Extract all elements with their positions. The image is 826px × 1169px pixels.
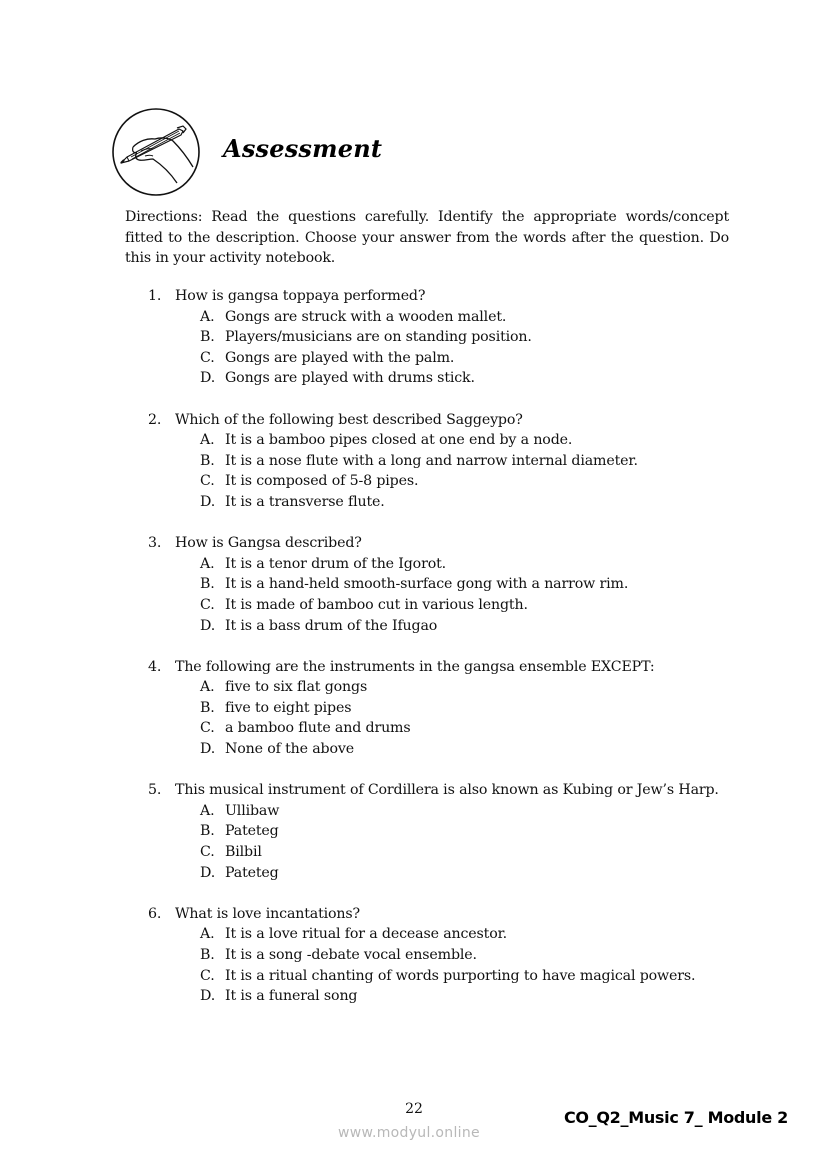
option-b	[200, 574, 730, 595]
option-a	[200, 801, 730, 822]
option-text: Pateteg	[225, 823, 279, 840]
question-5	[148, 780, 730, 883]
option-text: five to eight pipes	[225, 699, 352, 716]
option-letter: D.	[200, 741, 216, 758]
option-list	[148, 554, 730, 636]
option-d	[200, 492, 730, 513]
question-number: 3.	[148, 535, 162, 552]
hand-writing-pencil-icon	[111, 107, 201, 197]
option-letter: A.	[200, 802, 215, 819]
question-number: 6.	[148, 905, 162, 922]
question-text: Which of the following best described Saggeypo?	[175, 411, 523, 428]
option-text: Gongs are played with the palm.	[225, 349, 455, 366]
section-title: Assessment	[223, 134, 383, 163]
option-text: Players/musicians are on standing position.	[225, 329, 532, 346]
option-letter: C.	[200, 349, 215, 366]
option-a	[200, 677, 730, 698]
option-letter: A.	[200, 926, 215, 943]
option-letter: B.	[200, 823, 215, 840]
option-d	[200, 616, 730, 637]
option-letter: C.	[200, 720, 215, 737]
option-letter: B.	[200, 329, 215, 346]
option-c	[200, 348, 730, 369]
option-letter: A.	[200, 679, 215, 696]
question-text: The following are the instruments in the gangsa ensemble EXCEPT:	[175, 658, 655, 675]
question-number: 1.	[148, 288, 162, 304]
page-number: 22	[405, 1101, 423, 1117]
option-a	[200, 307, 730, 328]
option-text: It is a song -debate vocal ensemble.	[225, 947, 477, 963]
option-text: Ullibaw	[225, 802, 280, 819]
question-number: 5.	[148, 782, 162, 799]
option-letter: A.	[200, 432, 215, 449]
option-c	[200, 842, 730, 863]
option-text: It is a transverse flute.	[225, 493, 385, 510]
question-list	[148, 286, 730, 1027]
option-text: It is made of bamboo cut in various length.	[225, 596, 528, 613]
option-letter: D.	[200, 864, 216, 881]
option-letter: A.	[200, 555, 215, 572]
question-4	[148, 657, 730, 760]
option-letter: D.	[200, 988, 216, 1005]
option-text: It is composed of 5-8 pipes.	[225, 473, 419, 490]
option-d	[200, 739, 730, 760]
option-text: It is a tenor drum of the Igorot.	[225, 555, 447, 572]
option-letter: A.	[200, 308, 215, 325]
question-text: How is gangsa toppaya performed?	[175, 288, 426, 304]
option-text: It is a ritual chanting of words purporting to have magical powers.	[225, 967, 696, 984]
option-text: Pateteg	[225, 864, 279, 881]
option-b	[200, 698, 730, 719]
option-text: Gongs are struck with a wooden mallet.	[225, 308, 507, 325]
question-6	[148, 904, 730, 1007]
option-list	[148, 801, 730, 883]
option-letter: B.	[200, 947, 215, 963]
option-list	[148, 307, 730, 389]
option-text: It is a bamboo pipes closed at one end by a node.	[225, 432, 573, 449]
option-letter: C.	[200, 473, 215, 490]
option-a	[200, 924, 730, 945]
question-number: 2.	[148, 411, 162, 428]
option-b	[200, 451, 730, 472]
question-3	[148, 533, 730, 636]
option-letter: B.	[200, 576, 215, 593]
option-b	[200, 945, 730, 966]
option-text: It is a love ritual for a decease ancestor.	[225, 926, 508, 943]
option-text: five to six flat gongs	[225, 679, 368, 696]
question-text: How is Gangsa described?	[175, 535, 362, 552]
option-c	[200, 966, 730, 987]
option-a	[200, 554, 730, 575]
option-text: a bamboo flute and drums	[225, 720, 411, 737]
option-letter: B.	[200, 699, 215, 716]
option-letter: D.	[200, 617, 216, 634]
option-list	[148, 924, 730, 1006]
module-code: CO_Q2_Music 7_ Module 2	[563, 1108, 788, 1127]
option-text: It is a hand-held smooth-surface gong with a narrow rim.	[225, 576, 629, 593]
option-letter: B.	[200, 452, 215, 469]
question-2	[148, 410, 730, 513]
option-text: Bilbil	[225, 844, 262, 861]
option-letter: C.	[200, 596, 215, 613]
option-text: It is a nose flute with a long and narrow internal diameter.	[225, 452, 638, 469]
option-d	[200, 863, 730, 884]
option-text: It is a bass drum of the Ifugao	[225, 617, 438, 634]
option-b	[200, 327, 730, 348]
option-letter: C.	[200, 844, 215, 861]
question-text: What is love incantations?	[175, 905, 360, 922]
option-text: Gongs are played with drums stick.	[225, 370, 475, 387]
option-letter: C.	[200, 967, 215, 984]
option-c	[200, 595, 730, 616]
option-letter: D.	[200, 493, 216, 510]
question-text: This musical instrument of Cordillera is also known as Kubing or Jew’s Harp.	[175, 782, 719, 799]
option-c	[200, 471, 730, 492]
question-1	[148, 286, 730, 389]
question-number: 4.	[148, 658, 162, 675]
watermark-link[interactable]: www.modyul.online	[338, 1125, 480, 1141]
option-letter: D.	[200, 370, 216, 387]
option-d	[200, 368, 730, 389]
option-a	[200, 430, 730, 451]
option-text: None of the above	[225, 741, 354, 758]
option-b	[200, 821, 730, 842]
option-c	[200, 718, 730, 739]
option-list	[148, 430, 730, 512]
option-text: It is a funeral song	[225, 988, 358, 1005]
option-list	[148, 677, 730, 759]
directions-text: Directions: Read the questions carefully. Identify the appropriate words/concept fitted to the description. Choose your answer from the words after the question. Do this in your activity notebook.	[125, 209, 729, 267]
option-d	[200, 986, 730, 1007]
